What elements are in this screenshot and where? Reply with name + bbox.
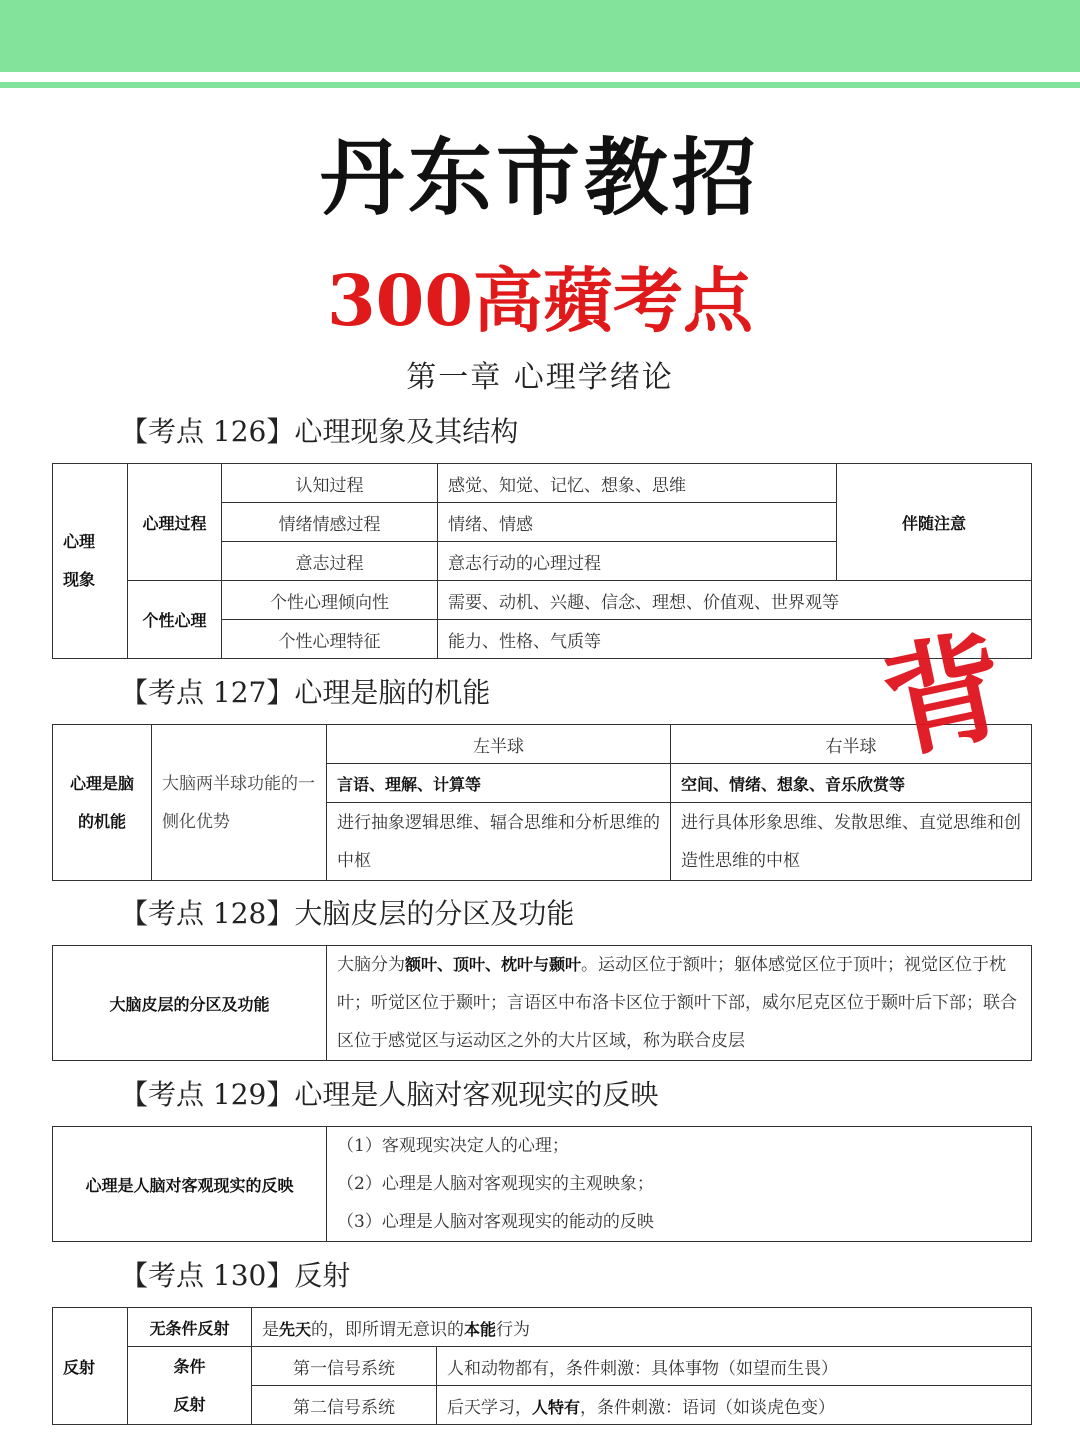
right-bold: 空间、情绪、想象、音乐欣赏等	[671, 764, 1032, 803]
signal-system-1: 第一信号系统	[252, 1347, 437, 1386]
left-hemisphere-head: 左半球	[327, 725, 671, 764]
group-cell: 个性心理	[128, 581, 222, 659]
row-content: 感觉、知觉、记忆、想象、思维	[438, 464, 837, 503]
list-cell	[327, 1127, 1032, 1242]
list-item: （2）心理是人脑对客观现实的主观映象；	[337, 1174, 654, 1194]
memorize-stamp: 背	[871, 616, 1019, 777]
uncond-cell: 无条件反射	[128, 1308, 252, 1347]
signal-system-2: 第二信号系统	[252, 1386, 437, 1425]
uncond-text: 是先天的，即所谓无意识的本能行为	[252, 1308, 1032, 1347]
table-127	[52, 724, 1032, 881]
right-hemisphere-head: 右半球	[671, 725, 1032, 764]
row-content: 情绪、情感	[438, 503, 837, 542]
row-name: 情绪情感过程	[222, 503, 438, 542]
root-cell: 心理是人脑对客观现实的反映	[53, 1127, 327, 1242]
list-item: （1）客观现实决定人的心理；	[337, 1136, 569, 1156]
left-text: 进行抽象逻辑思维、辐合思维和分析思维的中枢	[327, 803, 671, 881]
page-subtitle: 300高蘋考点	[326, 259, 754, 342]
root-cell: 反射	[53, 1308, 128, 1425]
row-content: 意志行动的心理过程	[438, 542, 837, 581]
table-126	[52, 463, 1032, 659]
chapter-title: 第一章 心理学绪论	[406, 360, 674, 395]
left-bold: 言语、理解、计算等	[327, 764, 671, 803]
row-content: 需要、动机、兴趣、信念、理想、价值观、世界观等	[438, 581, 1032, 620]
table-129	[52, 1126, 1032, 1242]
desc-cell: 大脑两半球功能的一侧化优势	[152, 725, 327, 881]
top-green-band	[0, 0, 1080, 72]
signal-system-2-text: 后天学习，人特有，条件刺激：语词（如谈虎色变）	[437, 1386, 1032, 1425]
text-part: 。运动区位于额叶；躯体感觉区位于顶叶；视觉区位于枕叶；听觉区位于颞叶；言语区中布洛卡区位于额叶下部，威尔尼克区位于颞叶后下部；联合区位于感觉区与运动区之外的大片区域，称为联合皮层	[337, 955, 1017, 1051]
signal-system-1-text: 人和动物都有，条件刺激：具体事物（如望而生畏）	[437, 1347, 1032, 1386]
text-part: 大脑分为	[337, 955, 405, 975]
right-text: 进行具体形象思维、发散思维、直觉思维和创造性思维的中枢	[671, 803, 1032, 881]
row-name: 个性心理倾向性	[222, 581, 438, 620]
row-name: 个性心理特征	[222, 620, 438, 659]
table-128	[52, 945, 1032, 1061]
row-content: 能力、性格、气质等	[438, 620, 1032, 659]
text-bold: 额叶、顶叶、枕叶与颞叶	[405, 955, 582, 974]
list-item: （3）心理是人脑对客观现实的能动的反映	[337, 1212, 654, 1232]
table-130	[52, 1307, 1032, 1425]
section-128-heading: 【考点 128】大脑皮层的分区及功能	[120, 897, 575, 930]
section-130-heading: 【考点 130】反射	[120, 1259, 351, 1292]
content-cell	[327, 946, 1032, 1061]
group-cell: 心理过程	[128, 464, 222, 581]
page-title: 丹东市教招	[319, 129, 760, 227]
root-cell: 心理 现象	[53, 464, 128, 659]
side-note: 伴随注意	[837, 464, 1032, 581]
row-name: 意志过程	[222, 542, 438, 581]
section-126-heading: 【考点 126】心理现象及其结构	[120, 415, 519, 448]
row-name: 认知过程	[222, 464, 438, 503]
root-cell: 心理是脑的机能	[53, 725, 152, 881]
section-127-heading: 【考点 127】心理是脑的机能	[120, 676, 491, 709]
root-cell: 大脑皮层的分区及功能	[53, 946, 327, 1061]
top-green-line	[0, 82, 1080, 88]
section-129-heading: 【考点 129】心理是人脑对客观现实的反映	[120, 1078, 659, 1111]
cond-cell: 条件 反射	[128, 1347, 252, 1425]
